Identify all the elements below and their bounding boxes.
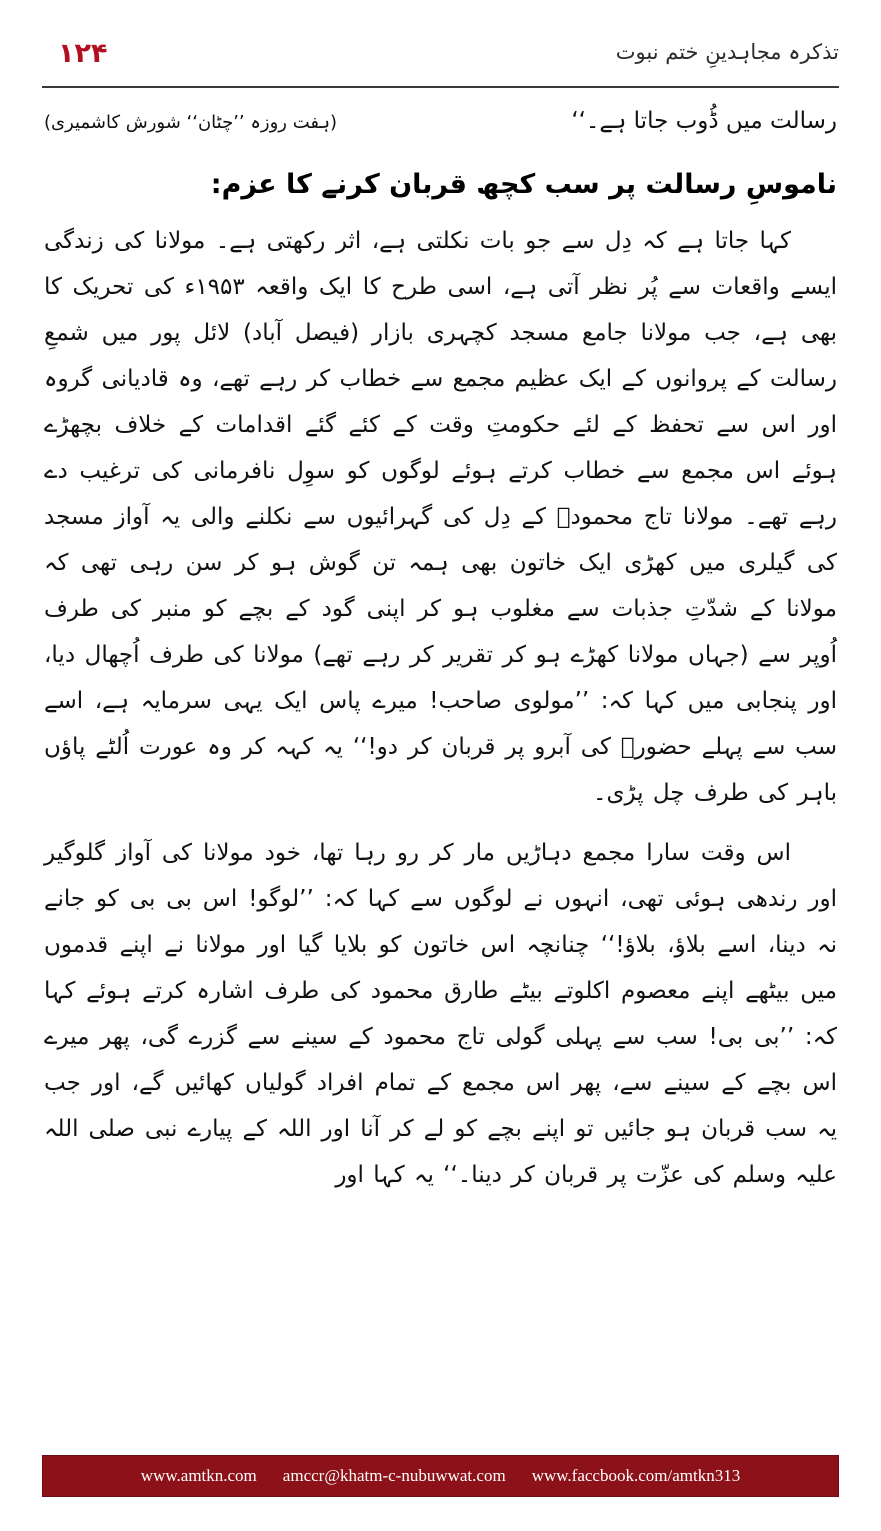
paragraph-2: اس وقت سارا مجمع دہاڑیں مار کر رو رہا تھا، خود مولانا کی آواز گلوگیر اور رندھی ہوئی تھی، انہوں نے لوگوں سے کہا کہ: ’’لوگو! اس بی بی کو جانے نہ دینا، اسے بلاؤ، بلاؤ!‘‘ چنانچہ اس خاتون کو بلایا گیا اور مولانا نے اپنے قدموں میں بیٹھے اپنے معصوم اکلوتے بیٹے طارق محمود کی طرف اشارہ کرتے ہوئے کہا کہ: ’’بی بی! سب سے پہلی گولی تاج محمود کے سینے سے گزرے گی، پھر میرے اس بچے کے سینے سے، پھر اس مجمع کے تمام افراد گولیاں کھائیں گے، اور جب یہ سب قربان ہو جائیں تو اپنے بچے کو لے کر آنا اور اللہ کے پیارے نبی صلی اللہ علیہ وسلم کی عزّت پر قربان کر دینا۔‘‘ یہ کہا اور bbox=[44, 839, 837, 1188]
quote-closing-line bbox=[44, 100, 837, 144]
footer-link-facebook[interactable]: www.faccbook.com/amtkn313 bbox=[531, 1466, 741, 1485]
footer-link-website[interactable]: www.amtkn.com bbox=[140, 1466, 257, 1485]
section-heading: ناموسِ رسالت پر سب کچھ قربان کرنے کا عزم: bbox=[210, 168, 837, 200]
header-divider bbox=[42, 86, 839, 88]
page-footer bbox=[42, 1455, 839, 1497]
footer-link-email[interactable]: amccr@khatm-c-nubuwwat.com bbox=[282, 1466, 506, 1485]
page-header bbox=[42, 34, 839, 80]
quote-closing-text: رسالت میں ڈُوب جاتا ہے۔‘‘ bbox=[571, 108, 837, 134]
paragraph-1: کہا جاتا ہے کہ دِل سے جو بات نکلتی ہے، اثر رکھتی ہے۔ مولانا کی زندگی ایسے واقعات سے پُر نظر آتی ہے، اسی طرح کا ایک واقعہ ۱۹۵۳ء کی تحریک کا بھی ہے، جب مولانا جامع مسجد کچہری بازار (فیصل آباد) لائل پور میں شمعِ رسالت کے پروانوں کے ایک عظیم مجمع سے خطاب کر رہے تھے، وہ قادیانی گروہ اور اس سے تحفظ کے لئے حکومتِ وقت کے کئے گئے اقدامات کے خلاف بچھڑے ہوئے اس مجمع سے خطاب کرتے ہوئے لوگوں کو سوِل نافرمانی کی ترغیب دے رہے تھے۔ مولانا تاج محمودؒ کے دِل کی گہرائیوں سے نکلنے والی یہ آواز مسجد کی گیلری میں کھڑی ایک خاتون بھی ہمہ تن گوش ہو کر سن رہی تھی کہ مولانا کے شدّتِ جذبات سے مغلوب ہو کر اپنی گود کے بچے کو منبر کی طرف اُوپر سے (جہاں مولانا کھڑے ہو کر تقریر کر رہے تھے) مولانا کی طرف اُچھال دیا، اور پنجابی میں کہا کہ: ’’مولوی صاحب! میرے پاس ایک یہی سرمایہ ہے، اسے سب سے پہلے حضورؐ کی آبرو پر قربان کر دو!‘‘ یہ کہہ کر وہ عورت اُلٹے پاؤں باہر کی طرف چل پڑی۔ bbox=[44, 227, 837, 806]
quote-source: (ہفت روزہ ’’چٹان‘‘ شورش کاشمیری) bbox=[44, 112, 338, 133]
book-title: تذکرہ مجاہدینِ ختم نبوت bbox=[615, 40, 839, 64]
page-number: ۱۲۴ bbox=[58, 38, 108, 69]
page-content bbox=[44, 100, 837, 1212]
